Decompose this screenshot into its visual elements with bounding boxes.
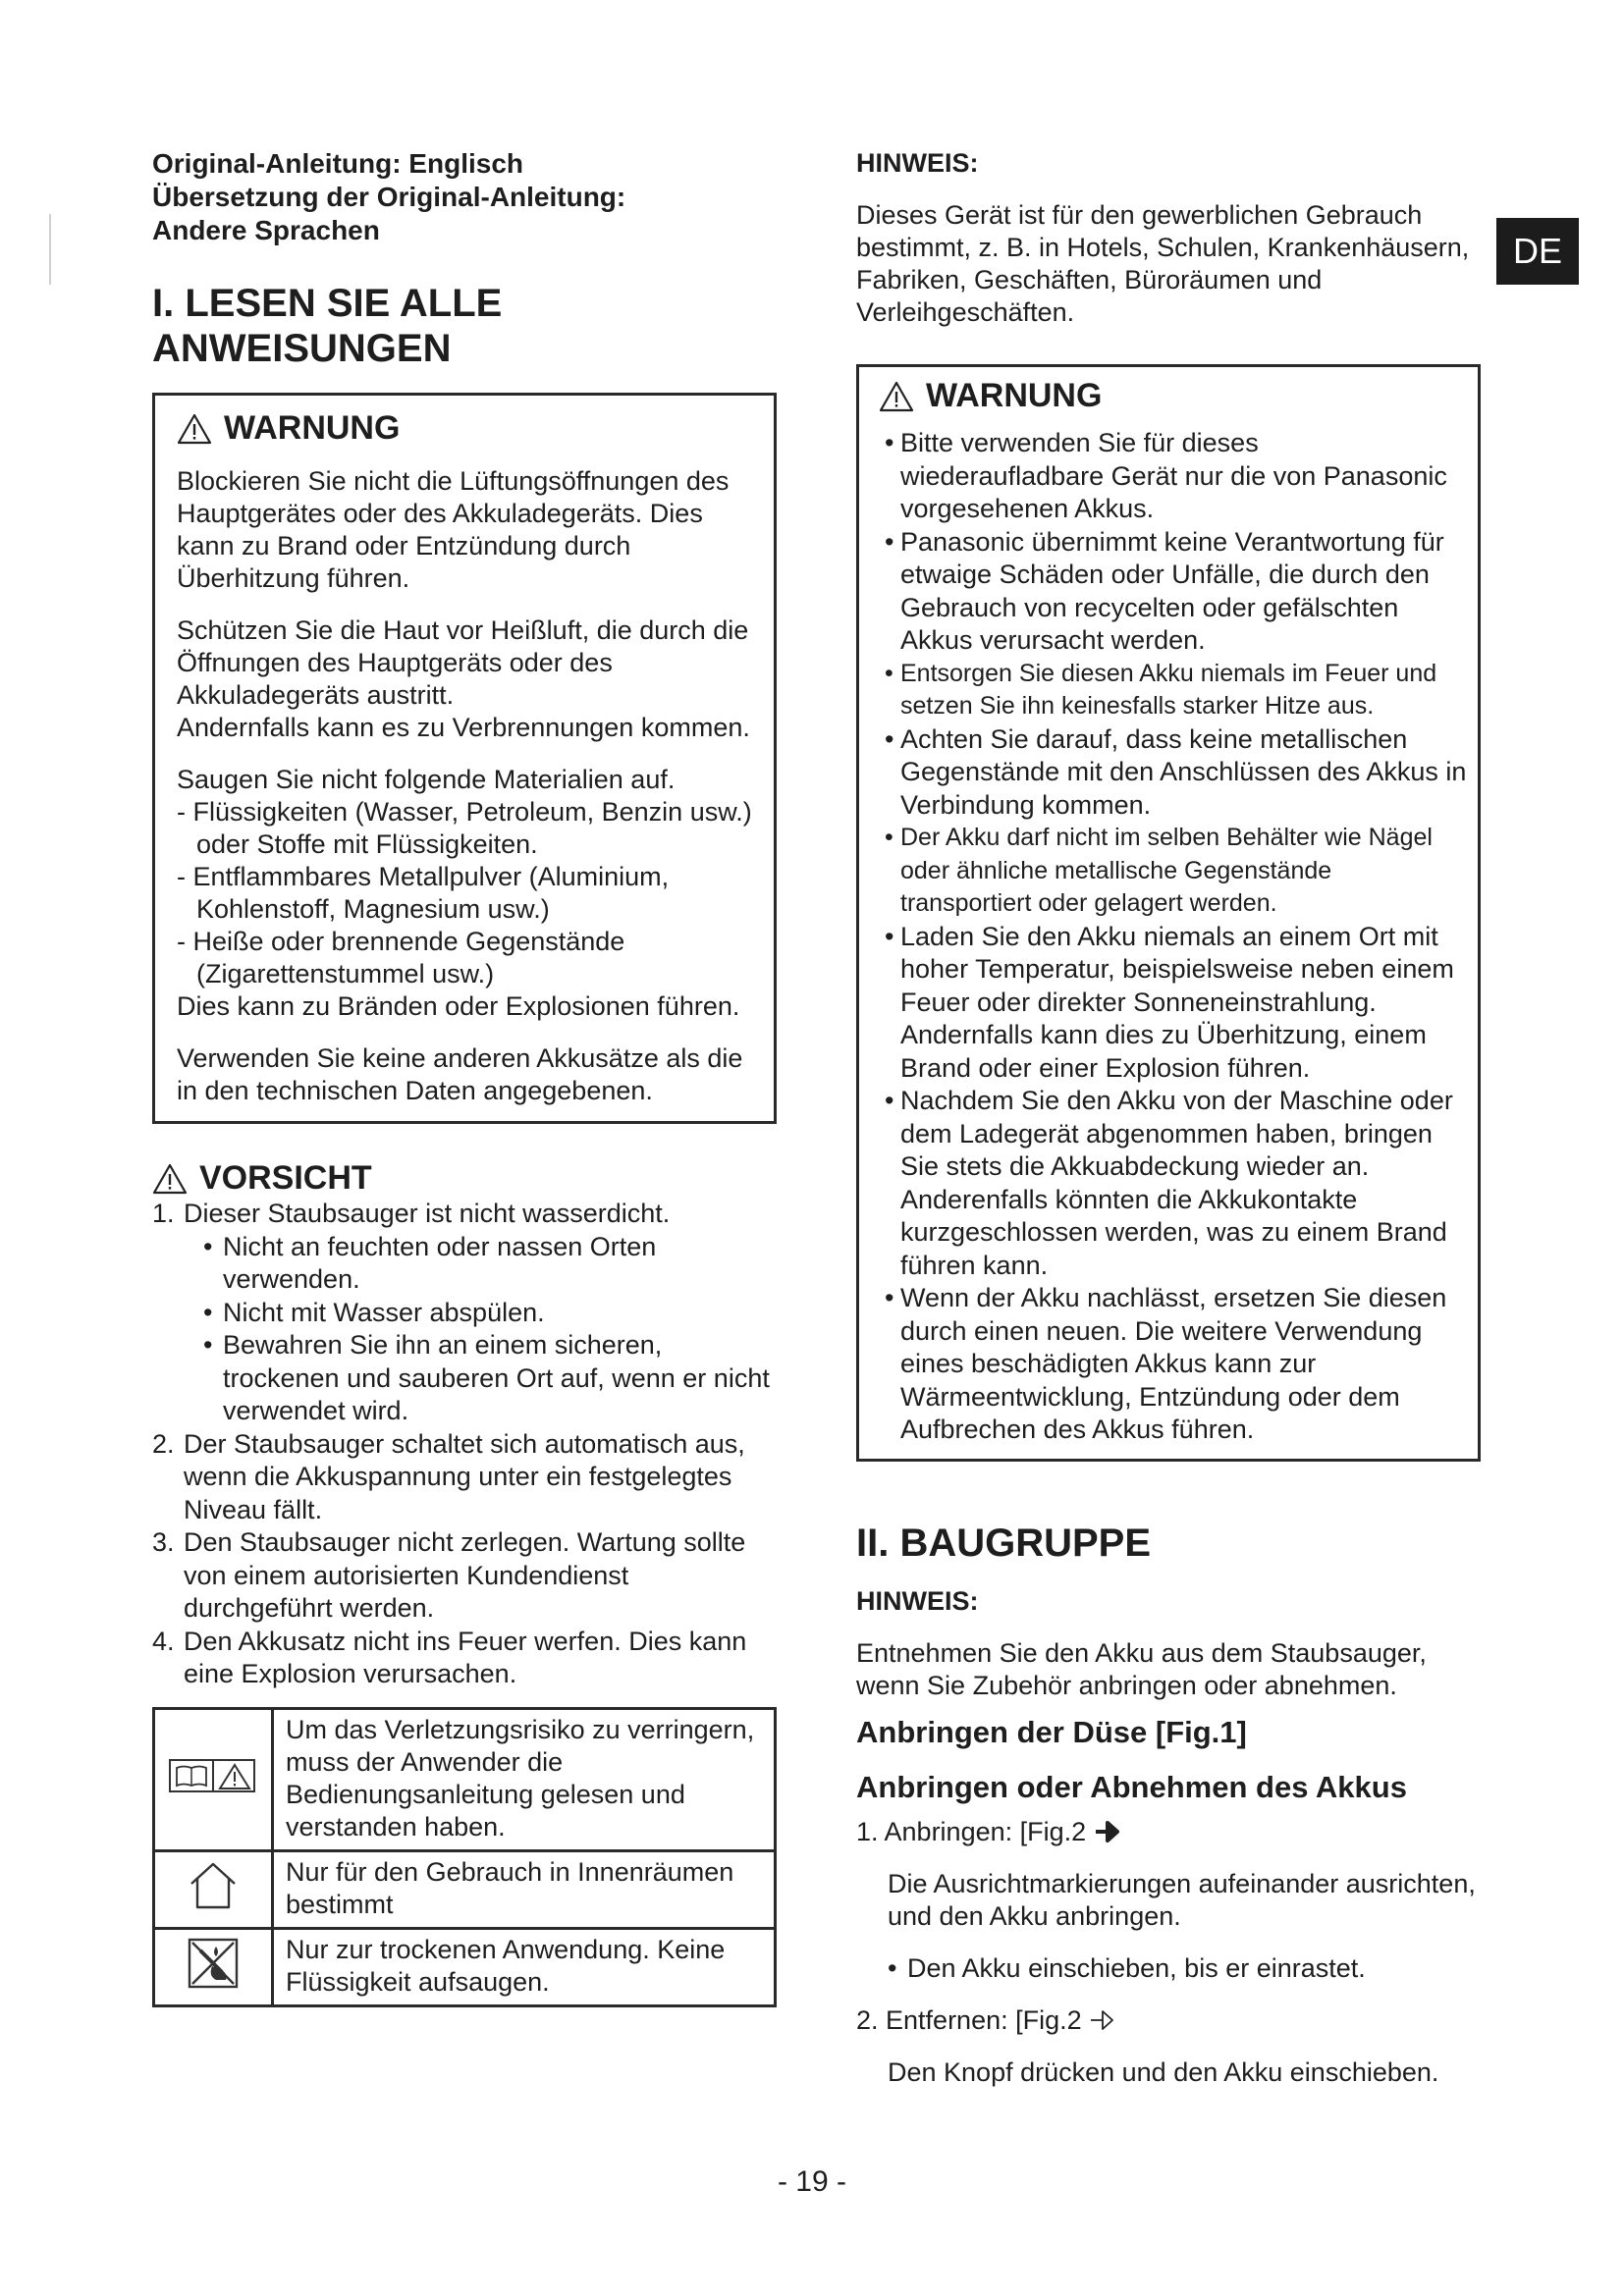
list-item: • Nicht mit Wasser abspülen. xyxy=(203,1297,781,1330)
left-column xyxy=(152,147,781,2007)
warning-para-materials xyxy=(177,764,756,1023)
bullet-glyph: • xyxy=(888,1952,897,1983)
list-item: • Bitte verwenden Sie für dieses wiederaufladbare Gerät nur die von Panasonic vorgesehenen Akkus. xyxy=(871,427,1468,526)
step2-text: Den Knopf drücken und den Akku einschieben. xyxy=(888,2056,1439,2087)
list-item: • Nicht an feuchten oder nassen Orten verwenden. xyxy=(203,1231,781,1297)
step1-bullet xyxy=(856,1952,1485,1985)
list-item: • Laden Sie den Akku niemals an einem Ort mit hoher Temperatur, beispielsweise neben einem Feuer oder direkter Sonneneinstrahlung. Andernfalls kann dies zu Überhitzung, einem Brand oder einer Explosion führen. xyxy=(871,921,1468,1086)
caution-title xyxy=(152,1159,781,1198)
list-item: - Flüssigkeiten (Wasser, Petroleum, Benzin usw.) oder Stoffe mit Flüssigkeiten. xyxy=(177,797,752,859)
warning-title xyxy=(177,409,756,448)
step-label xyxy=(856,1816,1485,1848)
warning-triangle-icon xyxy=(879,381,914,412)
symbol-cell xyxy=(154,1850,273,1928)
list-item: • Achten Sie darauf, dass keine metallischen Gegenstände mit den Anschlüssen des Akkus in Verbindung kommen. xyxy=(871,723,1468,823)
caution-list xyxy=(152,1198,781,1691)
hinweis-top xyxy=(856,147,1485,329)
language-tab: DE xyxy=(1496,218,1579,285)
remove-arrow-icon xyxy=(1089,2007,1114,2033)
margin-line xyxy=(49,214,51,285)
item-number: 2. xyxy=(152,1428,175,1459)
hinweis-text: Entnehmen Sie den Akku aus dem Staubsauger, wenn Sie Zubehör anbringen oder abnehmen. xyxy=(856,1637,1427,1700)
table-row xyxy=(154,1928,776,2005)
subheading-nozzle: Anbringen der Düse [Fig.1] xyxy=(856,1714,1247,1749)
header-line: Andere Sprachen xyxy=(152,215,380,245)
warning-para-part: Schützen Sie die Haut vor Heißluft, die durch die Öffnungen des Hauptgeräts oder des Akkuladegeräts austritt. xyxy=(177,615,749,710)
manual-warning-icon xyxy=(168,1756,258,1795)
header-line: Original-Anleitung: Englisch xyxy=(152,148,523,179)
item-number: 3. xyxy=(152,1527,175,1557)
step-label xyxy=(856,2004,1485,2037)
table-row xyxy=(154,1708,776,1850)
step1-text: Die Ausrichtmarkierungen aufeinander ausrichten, und den Akku anbringen. xyxy=(888,1868,1476,1931)
warning-box-right xyxy=(856,364,1481,1462)
caution-sublist xyxy=(184,1231,781,1428)
hinweis-label: HINWEIS: xyxy=(856,148,979,178)
list-item xyxy=(152,1626,781,1691)
symbol-text: Um das Verletzungsrisiko zu verringern, muss der Anwender die Bedienungsanleitung gelesen und verstanden haben. xyxy=(273,1708,776,1850)
list-item: - Heiße oder brennende Gegenstände (Zigarettenstummel usw.) xyxy=(177,927,625,988)
warning-title xyxy=(871,377,1468,415)
list-item xyxy=(152,1526,781,1626)
list-item xyxy=(152,1428,781,1527)
section2-title: II. BAUGRUPPE xyxy=(856,1521,1152,1565)
no-liquid-icon xyxy=(187,1937,240,1990)
warning-list xyxy=(871,427,1468,1447)
item-text: Den Staubsauger nicht zerlegen. Wartung sollte von einem autorisierten Kundendienst durchgeführt werden. xyxy=(184,1527,746,1623)
warning-title-text: WARNUNG xyxy=(224,409,401,447)
materials-list xyxy=(177,796,756,990)
list-item xyxy=(152,1198,781,1428)
hinweis-text: Dieses Gerät ist für den gewerblichen Gebrauch bestimmt, z. B. in Hotels, Schulen, Krankenhäusern, Fabriken, Geschäften, Büroräumen und Verleihgeschäften. xyxy=(856,200,1470,327)
original-manual-note xyxy=(152,147,781,247)
step1-label: 1. Anbringen: [Fig.2 xyxy=(856,1816,1087,1846)
step2-label: 2. Entfernen: [Fig.2 xyxy=(856,2004,1082,2035)
section1-title-line1: I. LESEN SIE ALLE xyxy=(152,282,503,325)
list-item: • Der Akku darf nicht im selben Behälter wie Nägel oder ähnliche metallische Gegenstände transportiert oder gelagert werden. xyxy=(871,822,1468,921)
warning-para: Verwenden Sie keine anderen Akkusätze als die in den technischen Daten angegebenen. xyxy=(177,1043,743,1105)
symbol-text: Nur für den Gebrauch in Innenräumen bestimmt xyxy=(273,1850,776,1928)
step1-bullet-text: Den Akku einschieben, bis er einrastet. xyxy=(907,1952,1366,1983)
warning-para: Blockieren Sie nicht die Lüftungsöffnungen des Hauptgerätes oder des Akkuladegeräts. Dies kann zu Brand oder Entzündung durch Überhitzung führen. xyxy=(177,466,730,593)
symbol-table xyxy=(152,1707,777,2007)
table-row xyxy=(154,1850,776,1928)
item-number: 1. xyxy=(152,1199,175,1228)
item-number: 4. xyxy=(152,1626,175,1656)
item-text: Den Akkusatz nicht ins Feuer werfen. Dies kann eine Explosion verursachen. xyxy=(184,1626,747,1688)
section1-title xyxy=(152,281,781,371)
warning-triangle-icon xyxy=(177,413,212,445)
subheading-battery: Anbringen oder Abnehmen des Akkus xyxy=(856,1769,1407,1804)
list-item: • Wenn der Akku nachlässt, ersetzen Sie diesen durch einen neuen. Die weitere Verwendung eines beschädigten Akkus kann zur Wärmeentwicklung, Entzündung oder dem Aufbrechen des Akkus führen. xyxy=(871,1282,1468,1447)
materials-intro: Saugen Sie nicht folgende Materialien auf. xyxy=(177,765,676,794)
caution-title-text: VORSICHT xyxy=(199,1159,372,1197)
item-text: Dieser Staubsauger ist nicht wasserdicht. xyxy=(184,1199,671,1228)
list-item: • Entsorgen Sie diesen Akku niemals im Feuer und setzen Sie ihn keinesfalls starker Hitze aus. xyxy=(871,658,1468,723)
battery-steps xyxy=(856,1816,1485,2089)
list-item: • Bewahren Sie ihn an einem sicheren, trockenen und sauberen Ort auf, wenn er nicht verwendet wird. xyxy=(203,1329,781,1428)
warning-para xyxy=(177,614,756,744)
page-number: - 19 - xyxy=(777,2165,847,2198)
warning-triangle-icon xyxy=(152,1163,188,1195)
symbol-cell xyxy=(154,1928,273,2005)
symbol-cell xyxy=(154,1708,273,1850)
item-text: Der Staubsauger schaltet sich automatisch aus, wenn die Akkuspannung unter ein festgelegtes Niveau fällt. xyxy=(184,1428,745,1524)
list-item: • Nachdem Sie den Akku von der Maschine oder dem Ladegerät abgenommen haben, bringen Sie stets die Akkuabdeckung wieder an. Anderenfalls könnten die Akkukontakte kurzgeschlossen werden, was zu einem Brand führen kann. xyxy=(871,1085,1468,1282)
warning-para-part: Andernfalls kann es zu Verbrennungen kommen. xyxy=(177,713,750,742)
symbol-text: Nur zur trockenen Anwendung. Keine Flüssigkeit aufsaugen. xyxy=(273,1928,776,2005)
warning-box-left xyxy=(152,393,777,1124)
attach-arrow-icon xyxy=(1094,1819,1119,1844)
list-item: • Panasonic übernimmt keine Verantwortung für etwaige Schäden oder Unfälle, die durch den Gebrauch von recycelten oder gefälschten Akkus verursacht werden. xyxy=(871,526,1468,658)
list-item: - Entflammbares Metallpulver (Aluminium, Kohlenstoff, Magnesium usw.) xyxy=(177,862,670,924)
hinweis-label: HINWEIS: xyxy=(856,1585,979,1616)
right-column xyxy=(856,147,1485,2089)
section1-title-line2: ANWEISUNGEN xyxy=(152,327,452,370)
house-icon xyxy=(186,1860,241,1911)
header-line: Übersetzung der Original-Anleitung: xyxy=(152,182,626,212)
materials-end: Dies kann zu Bränden oder Explosionen führen. xyxy=(177,991,740,1021)
warning-title-text: WARNUNG xyxy=(926,377,1103,414)
